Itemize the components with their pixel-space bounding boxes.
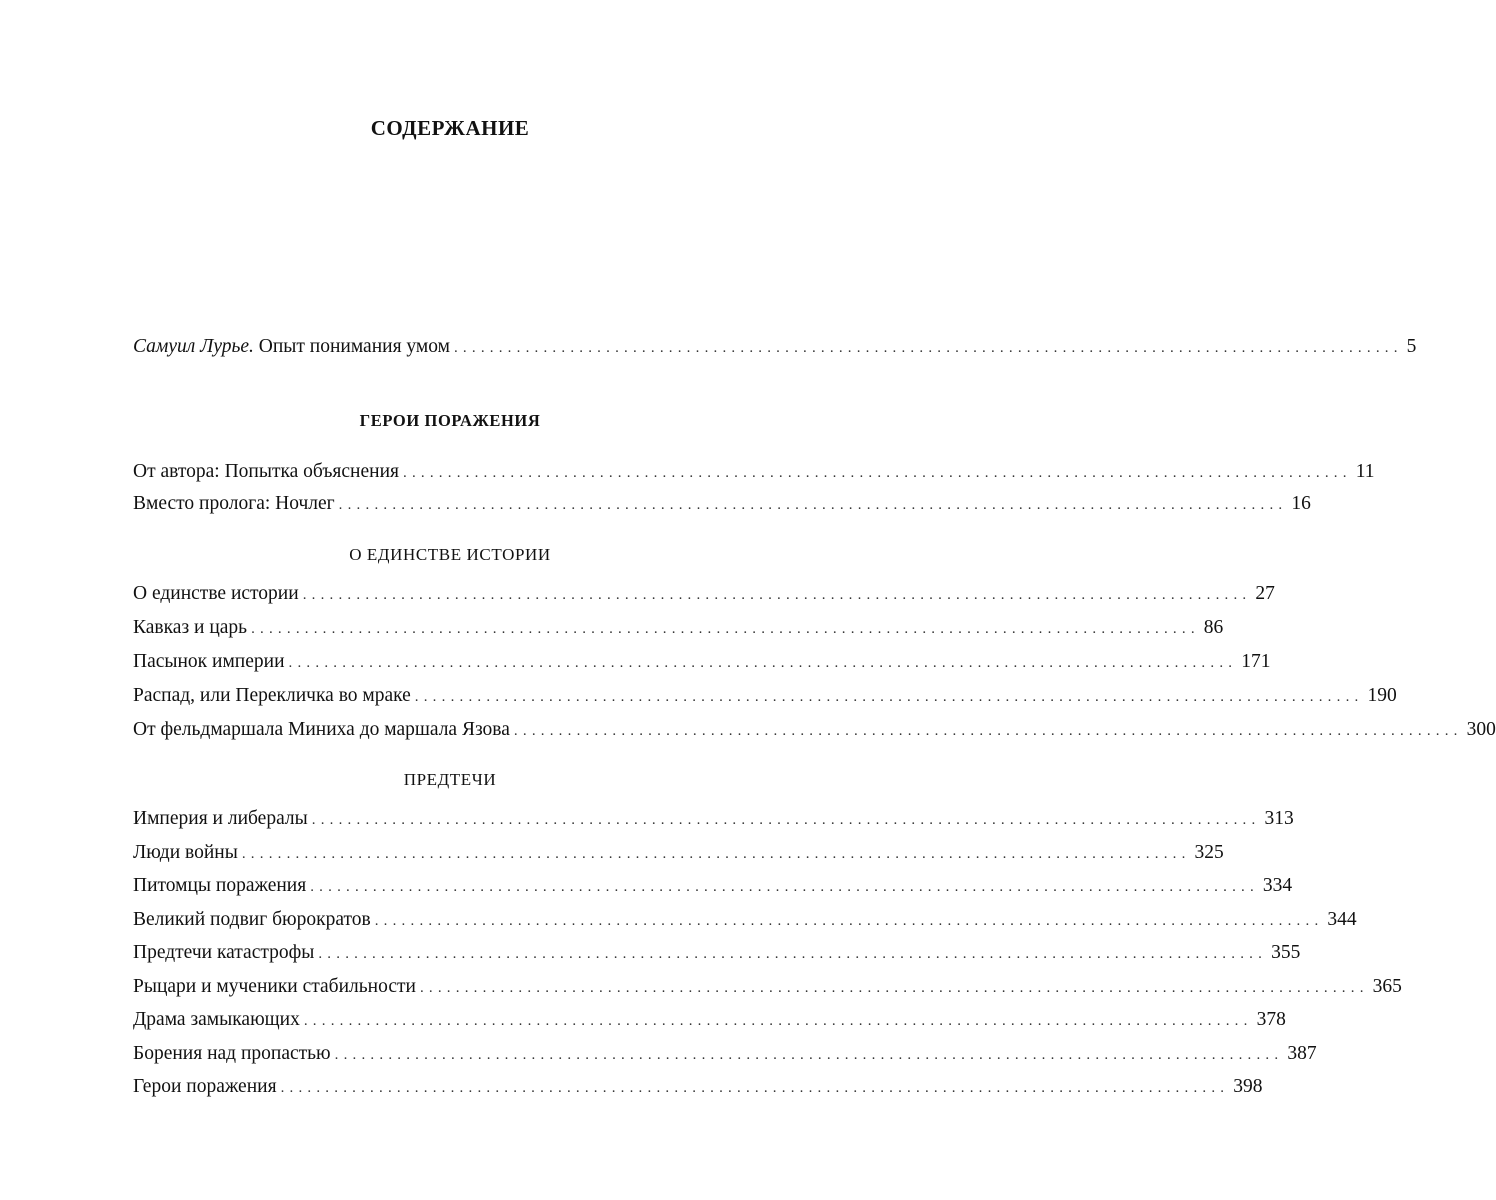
dot-leader: .......................................................................................................... [419,980,1369,996]
toc-entry-intro [133,334,1417,360]
toc-entry-page: 313 [1264,808,1294,829]
toc-entry-page: 86 [1203,617,1224,638]
toc-entry [133,459,1375,485]
toc-entry-title: О единстве истории [133,583,299,604]
section-heading: О ЕДИНСТВЕ ИСТОРИИ [349,545,551,564]
toc-entry-page: 27 [1255,583,1275,604]
toc-entry-title: От фельдмаршала Миниха до маршала Язова [133,719,510,740]
toc-entry [133,840,1224,866]
toc-entry-page: 5 [1406,336,1417,357]
toc-entry [133,717,1496,743]
toc-entry-page: 16 [1291,493,1311,514]
toc-entry-title: Вместо пролога: Ночлег [133,493,335,514]
toc-entry-title: От автора: Попытка объяснения [133,461,399,482]
dot-leader: .......................................................................................................... [288,655,1238,671]
toc-entry-title: Борения над пропастью [133,1043,331,1064]
dot-leader: .......................................................................................................... [303,1013,1253,1029]
toc-entry-page: 378 [1256,1009,1286,1030]
toc-entry [133,1074,1263,1100]
toc-entry-label [133,334,450,360]
toc-entry-page: 344 [1327,909,1357,930]
toc-entry [133,581,1275,607]
toc-entry [133,974,1402,1000]
toc-entry-title: Распад, или Перекличка во мраке [133,685,411,706]
dot-leader: .......................................................................................................... [513,723,1463,739]
toc-entry-title: Кавказ и царь [133,617,248,638]
dot-leader: .......................................................................................................... [403,465,1352,481]
dot-leader: .......................................................................................................... [302,587,1252,603]
toc-entry [133,1007,1286,1033]
dot-leader: .......................................................................................................... [453,340,1403,356]
toc-entry [133,940,1301,966]
dot-leader: .......................................................................................................... [338,497,1288,513]
toc-entry-page: 190 [1367,685,1397,706]
toc-entry-title: Герои поражения [133,1076,277,1097]
toc-entry [133,615,1224,641]
toc-entry-title: Предтечи катастрофы [133,942,315,963]
toc-entry-title: Великий подвиг бюрократов [133,909,371,930]
page-title: СОДЕРЖАНИЕ [370,116,530,140]
toc-entry-page: 334 [1262,875,1293,896]
dot-leader: .......................................................................................................... [334,1047,1284,1063]
toc-entry [133,873,1293,899]
toc-entry-title: Питомцы поражения [133,875,307,896]
toc-entry [133,491,1311,517]
dot-leader: .......................................................................................................... [318,946,1268,962]
toc-entry-page: 387 [1287,1043,1317,1064]
toc-entry-page: 300 [1466,719,1496,740]
toc-entry-author: Самуил Лурье. [133,336,254,357]
dot-leader: .......................................................................................................... [311,812,1261,828]
toc-entry-title: Рыцари и мученики стабильности [133,976,416,997]
toc-entry-page: 171 [1241,651,1271,672]
toc-entry-title: Опыт понимания умом [258,336,450,357]
toc-entry-title: Империя и либералы [133,808,308,829]
toc-entry [133,907,1357,933]
dot-leader: .......................................................................................................... [241,846,1191,862]
toc-entry-page: 11 [1355,461,1375,482]
toc-entry-title: Люди войны [133,842,238,863]
toc-entry-page: 398 [1233,1076,1263,1097]
section-heading: ПРЕДТЕЧИ [403,770,497,789]
toc-entry [133,683,1397,709]
dot-leader: .......................................................................................................... [251,621,1200,637]
toc-entry-page: 355 [1271,942,1301,963]
toc-entry-title: Драма замыкающих [133,1009,300,1030]
dot-leader: .......................................................................................................... [374,913,1324,929]
dot-leader: .......................................................................................................... [414,689,1364,705]
toc-entry-page: 325 [1194,842,1224,863]
dot-leader: .......................................................................................................... [280,1080,1230,1096]
toc-entry-title: Пасынок империи [133,651,285,672]
toc-entry-page: 365 [1372,976,1402,997]
toc-entry [133,806,1294,832]
toc-entry [133,1041,1317,1067]
section-heading: ГЕРОИ ПОРАЖЕНИЯ [359,411,541,430]
dot-leader: .......................................................................................................... [310,879,1259,895]
toc-entry [133,649,1271,675]
